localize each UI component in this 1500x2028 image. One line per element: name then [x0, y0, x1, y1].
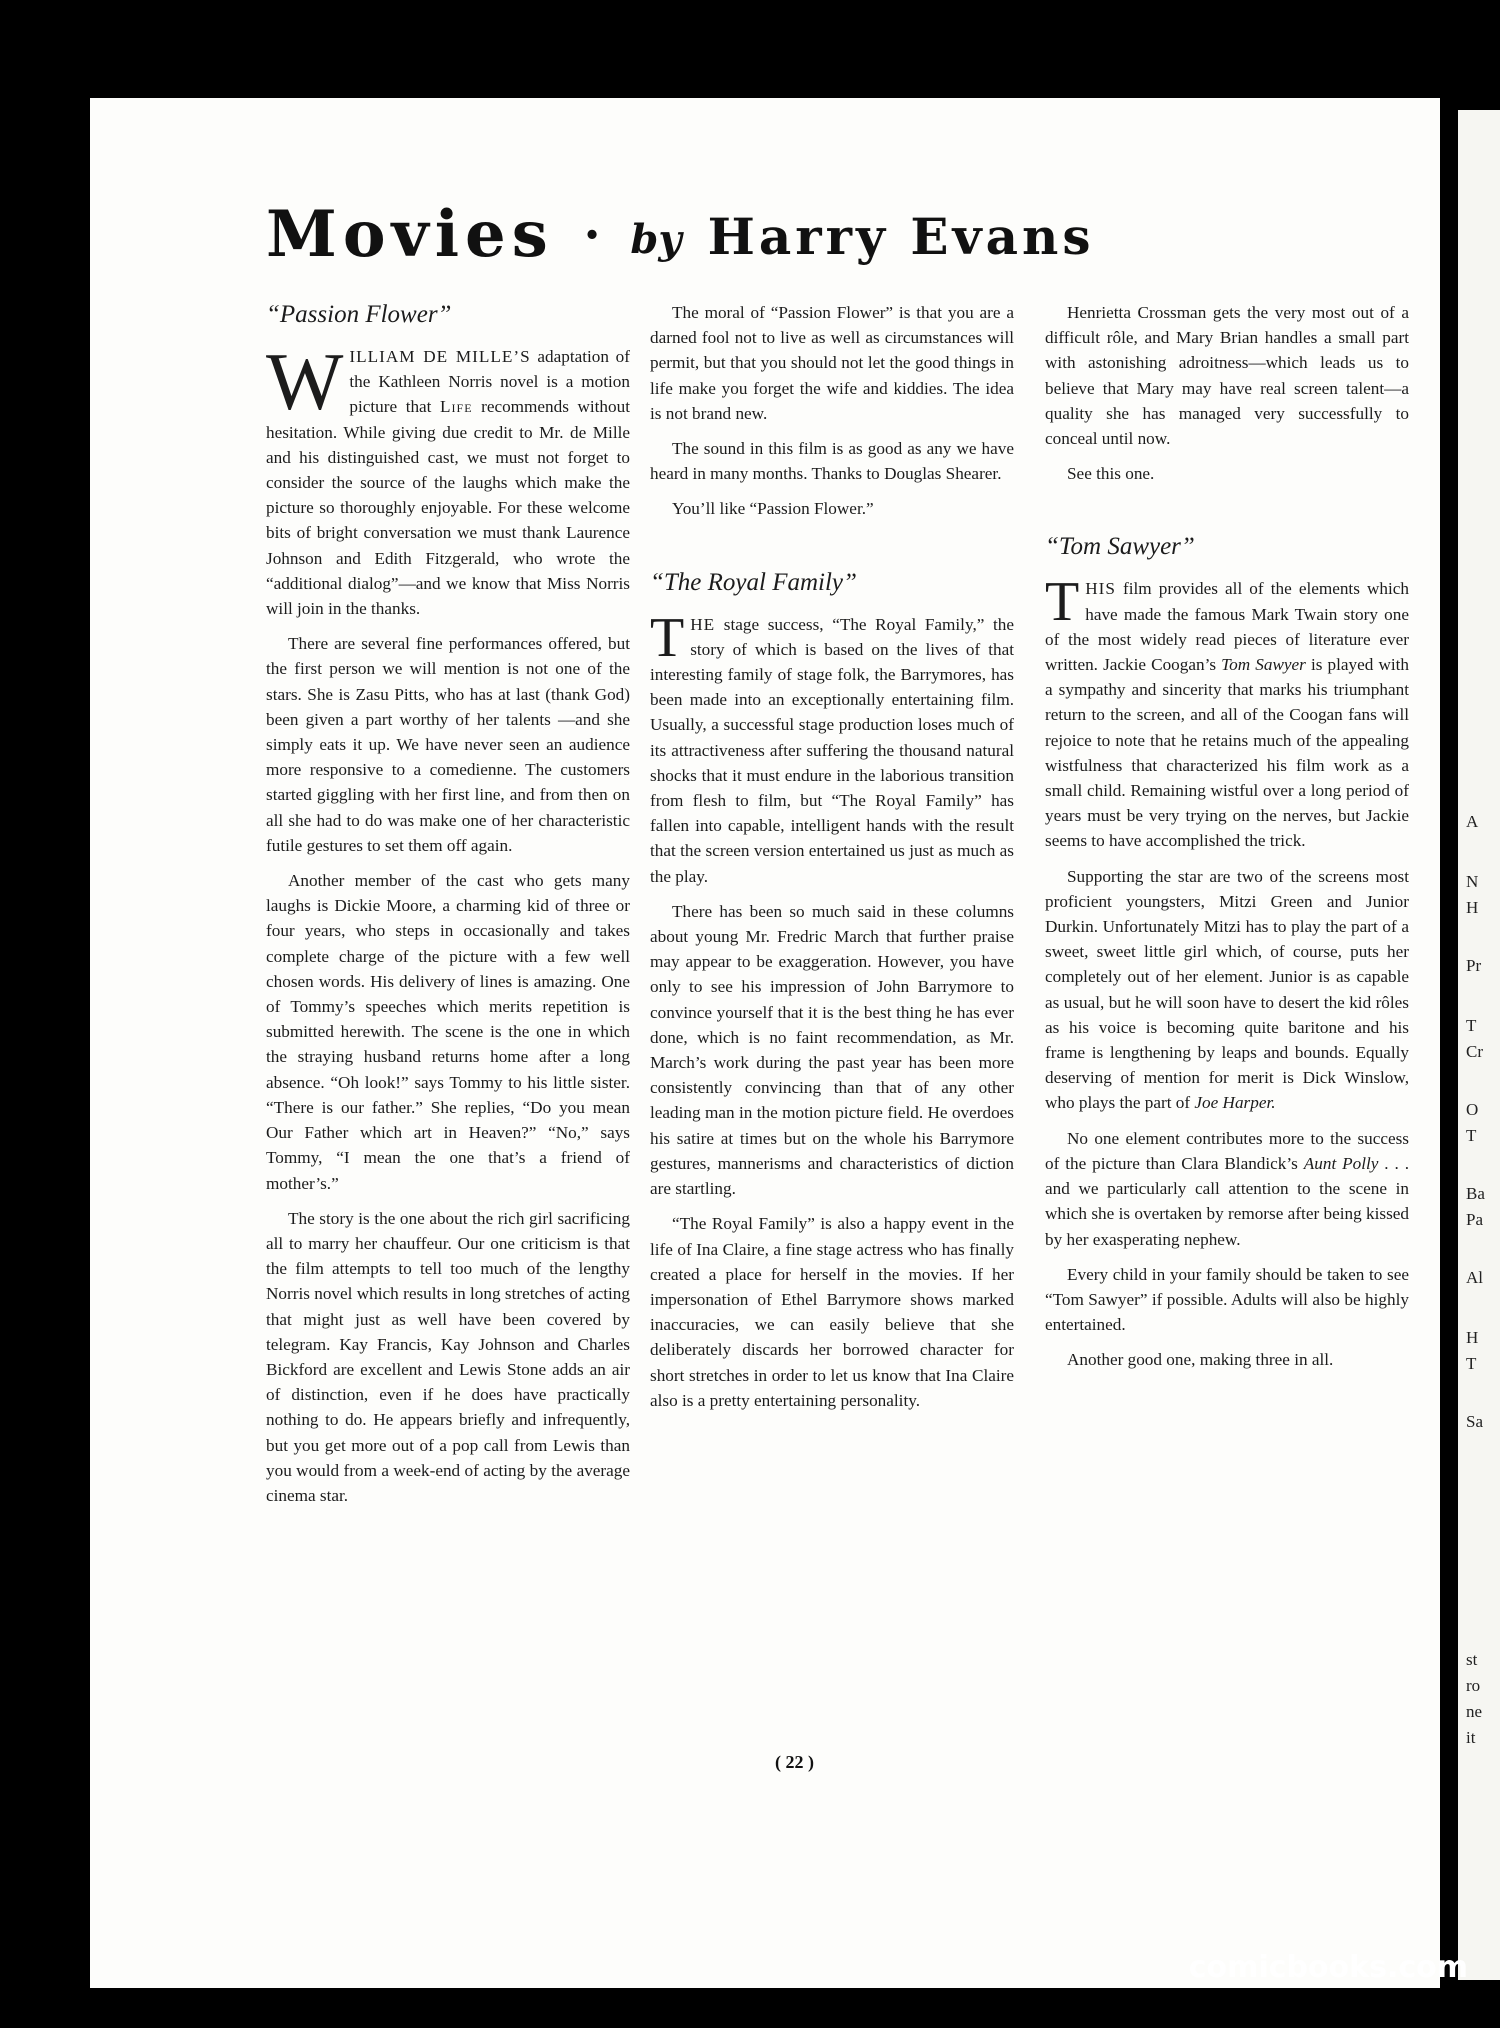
next-page-fragment: T: [1466, 1354, 1477, 1373]
column-3: [1045, 300, 1409, 1373]
page-header: [266, 197, 1406, 272]
article-paragraph: There has been so much said in these columns about young Mr. Fredric March that further praise may appear to be exaggeration. However, you have only to see his impression of John Barrymore to convince yourself that it is the best thing he has ever done, which is no faint recommendation, as Mr. March’s work during the past year has been more consistently convincing than that of any other leading man in the motion picture field. He overdoes his satire at times but on the whole his Barrymore gestures, mannerisms and characteristics of diction are startling.: [650, 901, 1014, 1199]
article-paragraph: “The Royal Family” is also a happy event in the life of Ina Claire, a fine stage actress who has finally created a place for herself in the movies. If her impersonation of Ethel Barrymore shows marked inaccuracies, we can easily believe that she deliberately discards her borrowed character for short stretches in order to let us know that Ina Claire also is a pretty entertaining personality.: [650, 1214, 1014, 1410]
next-page-fragment: Pr: [1466, 956, 1482, 975]
next-page-fragment: ro: [1466, 1676, 1481, 1695]
next-page-fragment: T: [1466, 1126, 1477, 1145]
article-paragraph: No one element contributes more to the success of the picture than Clara Blandick’s Aunt Polly . . . and we particularly call attention to the scene in which she is overtaken by remorse after being kissed by her exasperating nephew.: [1045, 1128, 1409, 1249]
drop-cap: T: [1045, 571, 1080, 634]
article-paragraph: THIS film provides all of the elements which have made the famous Mark Twain story one of the most widely read pieces of literature ever written. Jackie Coogan’s Tom Sawyer is played with a sympathy and sincerity that marks his triumphant return to the screen, and all of the Coogan fans will rejoice to note that he retains much of the appealing wistfulness that characterized his film work as a small child. Remaining wistful over a long period of years must be very trying on the nerves, but Jackie seems to have accomplished the trick.: [1045, 571, 1409, 851]
article-paragraph: Supporting the star are two of the screens most proficient youngsters, Mitzi Green and Junior Durkin. Unfortunately Mitzi has to play the part of a sweet, sweet little girl which, of course, puts her completely out of her element. Junior is as capable as usual, but he will soon have to desert the kid rôles as his voice is becoming quite baritone and his frame is lengthening by leaps and bounds. Equally deserving of mention for merit is Dick Winslow, who plays the part of Joe Harper.: [1045, 866, 1409, 1113]
next-page-fragment: O: [1466, 1100, 1479, 1119]
drop-cap: W: [266, 336, 344, 427]
review-heading-tom-sawyer: “Tom Sawyer”: [1045, 533, 1195, 561]
section-title: Movies: [266, 197, 554, 272]
next-page-fragment: Pa: [1466, 1210, 1483, 1229]
author-name: Harry Evans: [707, 207, 1095, 266]
column-1: [266, 300, 630, 1508]
title-separator: •: [583, 221, 601, 251]
next-page-fragment: N: [1466, 872, 1479, 891]
column-2: [650, 300, 1014, 1413]
article-paragraph: THE stage success, “The Royal Family,” the story of which is based on the lives of that interesting family of stage folk, the Barrymores, has been made into an exceptionally entertaining film. Usually, a successful stage production loses much of its attractiveness after suffering the thousand natural shocks that it must endure in the laborious transition from flesh to film, but “The Royal Family” has fallen into capable, intelligent hands with the result that the screen version entertained us just as much as the play.: [650, 606, 1014, 886]
review-heading-royal-family: “The Royal Family”: [650, 568, 857, 596]
next-page-fragment: H: [1466, 1328, 1479, 1347]
next-page-fragment: Sa: [1466, 1412, 1483, 1431]
article-paragraph: The sound in this film is as good as any we have heard in many months. Thanks to Douglas Shearer.: [650, 439, 1014, 484]
article-paragraph: You’ll like “Passion Flower.”: [672, 499, 874, 519]
next-page-fragment: Ba: [1466, 1184, 1485, 1203]
page-number: ( 22 ): [775, 1752, 814, 1772]
article-paragraph: The story is the one about the rich girl sacrificing all to marry her chauffeur. Our one criticism is that the film attempts to tell too much of the lengthy Norris novel which results in long stretches of acting that might just as well have been covered by telegram. Kay Francis, Kay Johnson and Charles Bickford are excellent and Lewis Stone adds an air of distinction, even if he does have practically nothing to do. He appears briefly and infrequently, but you get more out of a pop call from Lewis than you would from a week-end of acting by the average cinema star.: [266, 1208, 630, 1505]
next-page-fragment: Cr: [1466, 1042, 1483, 1061]
next-page-fragment: it: [1466, 1728, 1476, 1747]
next-page-fragment: Al: [1466, 1268, 1483, 1287]
article-paragraph: WILLIAM DE MILLE’S adaptation of the Kathleen Norris novel is a motion picture that Life recommends without hesitation. While giving due credit to Mr. de Mille and his distinguished cast, we must not forget to consider the source of the laughs which make the picture so thoroughly enjoyable. For these welcome bits of bright conversation we must thank Laurence Johnson and Edith Fitzgerald, who wrote the “additional dialog”—and we know that Miss Norris will join in the thanks.: [266, 336, 630, 619]
article-paragraph: See this one.: [1067, 464, 1155, 484]
byline-by: by: [630, 216, 682, 263]
article-paragraph: Every child in your family should be taken to see “Tom Sawyer” if possible. Adults will also be highly entertained.: [1045, 1264, 1409, 1335]
next-page-fragment: H: [1466, 898, 1479, 917]
drop-cap: T: [650, 606, 685, 669]
watermark: comicbooks.com: [1188, 1950, 1468, 1985]
review-heading-passion-flower: “Passion Flower”: [266, 301, 452, 328]
article-paragraph: Henrietta Crossman gets the very most out of a difficult rôle, and Mary Brian handles a small part with astonishing adroitness—which leads us to believe that Mary may have real screen talent—a quality she has managed very successfully to conceal until now.: [1045, 303, 1409, 449]
article-paragraph: Another member of the cast who gets many laughs is Dickie Moore, a charming kid of three or four years, who steps in occasionally and takes complete charge of the picture with a few well chosen words. His delivery of lines is amazing. One of Tommy’s speeches which merits repetition is submitted herewith. The scene is the one in which the straying husband returns home after a long absence. “Oh look!” says Tommy to his little sister. “There is our father.” She replies, “Do you mean Our Father which art in Heaven?” “No,” says Tommy, “I mean the one that’s a friend of mother’s.”: [266, 871, 630, 1193]
next-page-fragment: ne: [1466, 1702, 1483, 1721]
article-paragraph: The moral of “Passion Flower” is that you are a darned fool not to live as well as circumstances will permit, but that you should not let the good things in life make you forget the wife and kiddies. The idea is not brand new.: [650, 303, 1014, 423]
article-paragraph: Another good one, making three in all.: [1067, 1350, 1334, 1370]
next-page-fragment: A: [1466, 812, 1479, 831]
adjacent-page-edge: [1458, 110, 1500, 1980]
next-page-fragment: st: [1466, 1650, 1478, 1669]
article-paragraph: There are several fine performances offered, but the first person we will mention is not one of the stars. She is Zasu Pitts, who has at last (thank God) been given a part worthy of her talents —and she simply eats it up. We have never seen an audience more responsive to a comedienne. The customers started giggling with her first line, and from then on all she had to do was make one of her characteristic futile gestures to set them off again.: [266, 634, 630, 855]
next-page-fragment: T: [1466, 1016, 1477, 1035]
